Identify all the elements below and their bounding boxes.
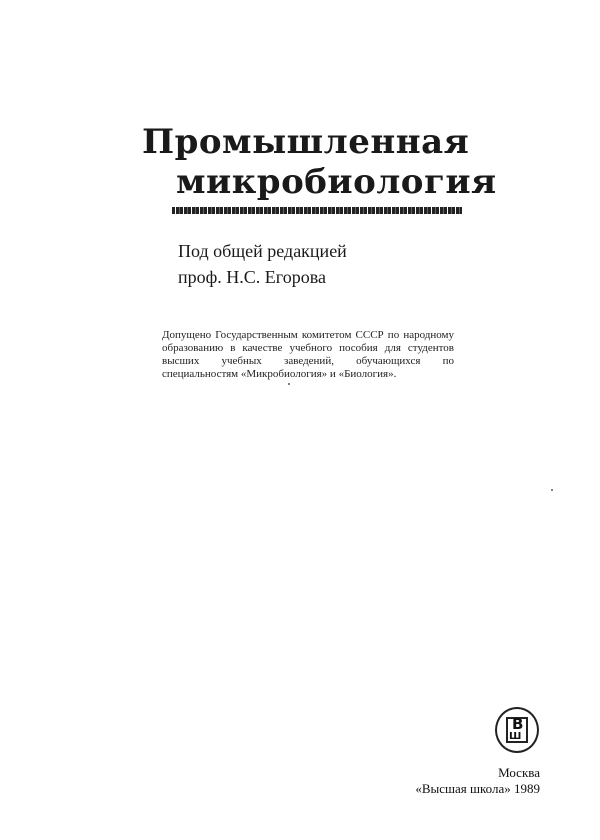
imprint-city: Москва bbox=[498, 765, 540, 780]
imprint-publisher-year: «Высшая школа» 1989 bbox=[415, 781, 540, 796]
logo-letter-sh: Ш bbox=[509, 731, 522, 742]
scan-speck bbox=[551, 489, 553, 491]
scan-speck bbox=[288, 383, 290, 385]
title-line-2: микробиология bbox=[176, 162, 497, 202]
editor-line-2: проф. Н.С. Егорова bbox=[178, 267, 326, 287]
publisher-logo-icon bbox=[495, 707, 539, 753]
title-underline-divider bbox=[172, 207, 462, 214]
approval-notice: Допущено Государственным комитетом СССР по народному образованию в качестве учебного пособия для студентов высших учебных заведений, обучающихся по специальностям «Микробиология» и «Биология». bbox=[162, 329, 454, 380]
title-line-1: Промышленная bbox=[142, 122, 470, 162]
logo-letter-b: В bbox=[512, 715, 524, 733]
editor-credit bbox=[178, 238, 347, 290]
book-title bbox=[142, 122, 497, 202]
editor-line-1: Под общей редакцией bbox=[178, 241, 347, 261]
